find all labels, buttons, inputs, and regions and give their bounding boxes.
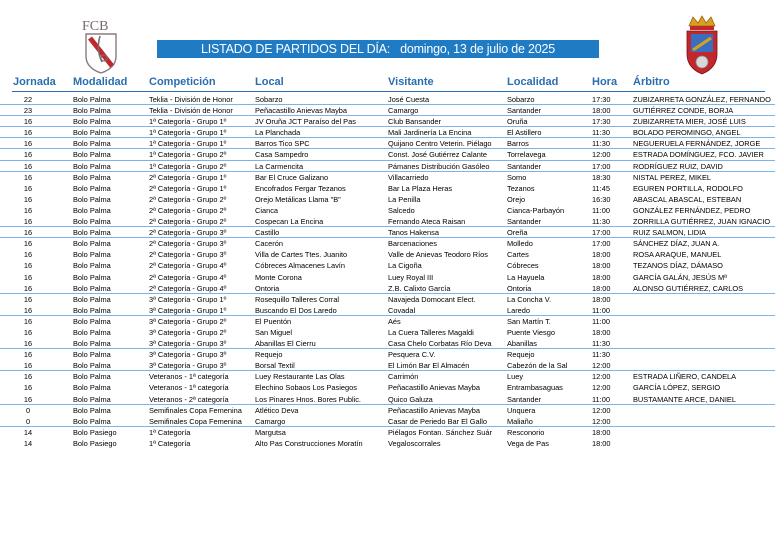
- cell-hora: 12:00: [592, 150, 611, 160]
- cell-visitante: Covadal: [388, 305, 416, 315]
- table-row: [0, 183, 775, 194]
- cell-localidad: Abanillas: [507, 339, 537, 349]
- cell-competicion: 1ª Categoría - Grupo 1º: [149, 139, 227, 149]
- cell-visitante: Casar de Periedo Bar El Gallo: [388, 416, 488, 426]
- cell-jornada: 16: [23, 239, 33, 249]
- cell-localidad: Somo: [507, 172, 527, 182]
- cell-visitante: Piélagos Fontan. Sánchez Suár: [388, 427, 492, 437]
- cell-local: Abanillas El Cierru: [255, 339, 316, 349]
- table-row: [0, 327, 775, 338]
- cell-hora: 18:00: [592, 427, 611, 437]
- cell-arbitro: SÁNCHEZ DÍAZ, JUAN A.: [633, 239, 720, 249]
- cell-arbitro: ZORRILLA GUTIÉRREZ, JUAN IGNACIO: [633, 217, 771, 227]
- cell-local: Cospecan La Encina: [255, 217, 324, 227]
- cell-hora: 11:00: [592, 205, 610, 215]
- table-row: [0, 338, 775, 349]
- cell-competicion: Semifinales Copa Femenina: [149, 405, 242, 415]
- header-local: Local: [255, 76, 284, 88]
- cell-localidad: Torrelavega: [507, 150, 546, 160]
- cell-modalidad: Bolo Pasiego: [73, 427, 117, 437]
- cell-localidad: La Concha V.: [507, 294, 552, 304]
- cell-competicion: 1ª Categoría - Grupo 1º: [149, 128, 227, 138]
- cell-competicion: Veteranos - 2ª categoría: [149, 394, 229, 404]
- cell-localidad: Santander: [507, 106, 542, 116]
- cell-arbitro: GONZÁLEZ FERNÁNDEZ, PEDRO: [633, 205, 751, 215]
- cell-jornada: 16: [23, 372, 33, 382]
- federation-logo: [78, 16, 124, 74]
- table-row: [0, 260, 775, 271]
- cell-hora: 11:00: [592, 394, 610, 404]
- cell-hora: 12:00: [592, 372, 611, 382]
- table-row: [0, 172, 775, 183]
- cell-modalidad: Bolo Palma: [73, 139, 111, 149]
- cell-local: Ontoria: [255, 283, 280, 293]
- cell-visitante: José Cuesta: [388, 95, 430, 104]
- cell-arbitro: ROSA ARAQUE, MANUEL: [633, 250, 722, 260]
- cell-hora: 11:00: [592, 316, 610, 326]
- table-row: [0, 194, 775, 205]
- cell-hora: 18:00: [592, 250, 611, 260]
- cell-modalidad: Bolo Palma: [73, 350, 111, 360]
- cell-localidad: La Hayuela: [507, 272, 545, 282]
- table-row: [0, 149, 775, 160]
- table-row: [0, 349, 775, 360]
- cell-jornada: 14: [23, 427, 33, 437]
- cell-local: Los Pinares Hnos. Bores Public.: [255, 394, 361, 404]
- cell-localidad: Santander: [507, 394, 542, 404]
- cell-visitante: La Penilla: [388, 194, 421, 204]
- cell-visitante: Aés: [388, 316, 401, 326]
- cell-competicion: 3ª Categoría - Grupo 3º: [149, 361, 227, 371]
- cell-local: Casa Sampedro: [255, 150, 309, 160]
- cell-local: Buscando El Dos Laredo: [255, 305, 337, 315]
- cell-modalidad: Bolo Palma: [73, 339, 111, 349]
- cell-jornada: 22: [23, 95, 33, 104]
- cell-local: Orejo Metálicas Llama "B": [255, 194, 341, 204]
- cell-arbitro: ESTRADA DOMÍNGUEZ, FCO. JAVIER: [633, 150, 764, 160]
- cell-hora: 17:30: [592, 117, 611, 127]
- cell-local: Requejo: [255, 350, 283, 360]
- cell-jornada: 16: [23, 183, 33, 193]
- cell-jornada: 16: [23, 194, 33, 204]
- cell-localidad: Molledo: [507, 239, 533, 249]
- cell-jornada: 16: [23, 294, 33, 304]
- cell-hora: 17:00: [592, 239, 611, 249]
- cell-competicion: Veteranos - 1ª categoría: [149, 383, 229, 393]
- cell-modalidad: Bolo Palma: [73, 283, 111, 293]
- cell-modalidad: Bolo Palma: [73, 217, 111, 227]
- title-date: domingo, 13 de julio de 2025: [400, 42, 556, 56]
- cell-arbitro: RODRÍGUEZ RUIZ, DAVID: [633, 161, 723, 171]
- cell-modalidad: Bolo Palma: [73, 383, 111, 393]
- cell-localidad: Cartes: [507, 250, 529, 260]
- cell-jornada: 16: [23, 394, 33, 404]
- cell-hora: 16:30: [592, 194, 611, 204]
- cell-visitante: El Limón Bar El Almacén: [388, 361, 470, 371]
- title-bar: [157, 40, 599, 58]
- cell-jornada: 0: [25, 416, 31, 426]
- cell-jornada: 16: [23, 383, 33, 393]
- cell-jornada: 16: [23, 217, 33, 227]
- cell-visitante: Club Bansander: [388, 117, 442, 127]
- cell-localidad: Santander: [507, 217, 542, 227]
- cell-competicion: 2ª Categoría - Grupo 3º: [149, 239, 227, 249]
- cell-localidad: Luey: [507, 372, 524, 382]
- cell-hora: 12:00: [592, 405, 611, 415]
- cell-visitante: Peñacastillo Anievas Mayba: [388, 405, 481, 415]
- cell-competicion: 3ª Categoría - Grupo 2º: [149, 327, 227, 337]
- table-row: [0, 360, 775, 371]
- cell-visitante: Luey Royal III: [388, 272, 434, 282]
- cell-visitante: Barcenaciones: [388, 239, 437, 249]
- cell-competicion: 2ª Categoría - Grupo 2º: [149, 217, 227, 227]
- cell-jornada: 16: [23, 250, 33, 260]
- cell-local: Cianca: [255, 205, 279, 215]
- cell-modalidad: Bolo Palma: [73, 250, 111, 260]
- cell-hora: 11:00: [592, 305, 610, 315]
- cell-jornada: 16: [23, 150, 33, 160]
- cell-competicion: 3ª Categoría - Grupo 3º: [149, 350, 227, 360]
- cell-visitante: Vegaloscorrales: [388, 438, 441, 448]
- cell-competicion: 2ª Categoría - Grupo 2º: [149, 194, 227, 204]
- cell-jornada: 16: [23, 205, 33, 215]
- cell-jornada: 23: [23, 106, 33, 116]
- cell-modalidad: Bolo Palma: [73, 361, 111, 371]
- cell-local: Cóbreces Almacenes Lavín: [255, 261, 345, 271]
- cell-hora: 11:30: [592, 339, 610, 349]
- cell-modalidad: Bolo Palma: [73, 183, 111, 193]
- cell-arbitro: GARCÍA GALÁN, JESÚS Mª: [633, 272, 727, 282]
- cell-visitante: Peñacastillo Anievas Mayba: [388, 383, 481, 393]
- cell-visitante: Quijano Centro Veterin. Piélago: [388, 139, 492, 149]
- cell-visitante: La Cigoña: [388, 261, 422, 271]
- cell-localidad: Maliaño: [507, 416, 533, 426]
- cell-local: Luey Restaurante Las Olas: [255, 372, 345, 382]
- cell-modalidad: Bolo Palma: [73, 228, 111, 238]
- cell-arbitro: ESTRADA LIÑERO, CANDELA: [633, 372, 737, 382]
- cell-hora: 18:30: [592, 172, 611, 182]
- cell-arbitro: RUIZ SALMON, LIDIA: [633, 228, 707, 238]
- cell-local: Camargo: [255, 416, 286, 426]
- table-row: [0, 216, 775, 227]
- cell-local: Sobarzo: [255, 95, 283, 104]
- cell-visitante: Pesquera C.V.: [388, 350, 436, 360]
- table-row: [0, 283, 775, 294]
- cell-jornada: 14: [23, 438, 33, 448]
- cell-hora: 12:00: [592, 416, 611, 426]
- cell-arbitro: BOLADO PEROMINGO, ANGEL: [633, 128, 741, 138]
- header-competicion: Competición: [149, 76, 216, 88]
- cell-modalidad: Bolo Palma: [73, 95, 111, 104]
- cell-local: El Puentón: [255, 316, 292, 326]
- cell-localidad: Tezanos: [507, 183, 535, 193]
- cell-local: Atlético Deva: [255, 405, 299, 415]
- cell-modalidad: Bolo Palma: [73, 272, 111, 282]
- cell-competicion: 1ª Categoría: [149, 438, 191, 448]
- matches-table: [0, 94, 775, 449]
- cell-hora: 12:00: [592, 361, 611, 371]
- cell-localidad: Cianca-Parbayón: [507, 205, 565, 215]
- header-jornada: Jornada: [13, 76, 56, 88]
- table-row: [0, 405, 775, 416]
- cell-visitante: Camargo: [388, 106, 419, 116]
- header-hora: Hora: [592, 76, 618, 88]
- table-row: [0, 394, 775, 405]
- cell-local: Cacerón: [255, 239, 283, 249]
- cell-jornada: 16: [23, 283, 33, 293]
- cell-modalidad: Bolo Palma: [73, 194, 111, 204]
- cell-competicion: 1ª Categoría - Grupo 1º: [149, 117, 227, 127]
- cell-modalidad: Bolo Palma: [73, 106, 111, 116]
- cell-competicion: 2ª Categoría - Grupo 2º: [149, 205, 227, 215]
- cell-jornada: 16: [23, 350, 33, 360]
- table-row: [0, 138, 775, 149]
- cell-competicion: 2ª Categoría - Grupo 4º: [149, 283, 227, 293]
- cell-jornada: 16: [23, 139, 33, 149]
- cell-hora: 11:45: [592, 183, 610, 193]
- cell-localidad: Vega de Pas: [507, 438, 549, 448]
- cell-modalidad: Bolo Palma: [73, 405, 111, 415]
- cell-visitante: Mali Jardinería La Encina: [388, 128, 472, 138]
- cell-competicion: 2ª Categoría - Grupo 4º: [149, 272, 227, 282]
- cell-localidad: Barros: [507, 139, 529, 149]
- table-row: [0, 249, 775, 260]
- cell-jornada: 16: [23, 228, 33, 238]
- table-row: [0, 382, 775, 393]
- cell-hora: 17:00: [592, 161, 611, 171]
- cell-localidad: Orejo: [507, 194, 526, 204]
- cell-local: Alto Pas Construcciones Moratín: [255, 438, 363, 448]
- cell-arbitro: NISTAL PEREZ, MIKEL: [633, 172, 712, 182]
- table-row: [0, 305, 775, 316]
- cell-modalidad: Bolo Palma: [73, 161, 111, 171]
- cell-modalidad: Bolo Palma: [73, 239, 111, 249]
- cell-local: Villa de Cartes Ttes. Juanito: [255, 250, 348, 260]
- table-row: [0, 127, 775, 138]
- cell-modalidad: Bolo Palma: [73, 394, 111, 404]
- cell-competicion: 2ª Categoría - Grupo 1º: [149, 183, 227, 193]
- cell-jornada: 16: [23, 305, 33, 315]
- cell-hora: 11:30: [592, 139, 610, 149]
- cell-local: Peñacastillo Anievas Mayba: [255, 106, 348, 116]
- cell-localidad: Santander: [507, 161, 542, 171]
- cell-competicion: 1ª Categoría: [149, 427, 191, 437]
- cell-competicion: 1ª Categoría - Grupo 2º: [149, 150, 227, 160]
- cell-hora: 18:00: [592, 106, 611, 116]
- cell-competicion: 3ª Categoría - Grupo 3º: [149, 339, 227, 349]
- cell-localidad: Ontoria: [507, 283, 532, 293]
- cell-modalidad: Bolo Palma: [73, 327, 111, 337]
- cell-competicion: 2ª Categoría - Grupo 3º: [149, 228, 227, 238]
- cell-arbitro: NEGUERUELA FERNÁNDEZ, JORGE: [633, 139, 761, 149]
- cell-visitante: Fernando Ateca Raisan: [388, 217, 466, 227]
- cell-visitante: La Cuera Talleres Magaldi: [388, 327, 474, 337]
- cell-localidad: El Astillero: [507, 128, 542, 138]
- cell-visitante: Pámanes Distribución Gasóleo: [388, 161, 490, 171]
- cell-localidad: Requejo: [507, 350, 535, 360]
- cell-arbitro: ZUBIZARRETA MIER, JOSÉ LUIS: [633, 117, 746, 127]
- cell-localidad: San Martín T.: [507, 316, 551, 326]
- cell-hora: 11:30: [592, 128, 610, 138]
- cell-hora: 17:30: [592, 95, 611, 104]
- header-visitante: Visitante: [388, 76, 434, 88]
- cell-localidad: Cóbreces: [507, 261, 539, 271]
- cell-visitante: Carrimón: [388, 372, 419, 382]
- table-row: [0, 416, 775, 427]
- cell-local: La Planchada: [255, 128, 301, 138]
- cell-modalidad: Bolo Palma: [73, 150, 111, 160]
- cell-competicion: 3ª Categoría - Grupo 1º: [149, 305, 227, 315]
- cell-visitante: Quico Galuza: [388, 394, 433, 404]
- cell-local: Castillo: [255, 228, 280, 238]
- cell-arbitro: TEZANOS DÍAZ, DÁMASO: [633, 261, 723, 271]
- cell-hora: 18:00: [592, 438, 611, 448]
- cell-jornada: 16: [23, 316, 33, 326]
- cell-modalidad: Bolo Palma: [73, 172, 111, 182]
- cell-local: Margutsa: [255, 427, 286, 437]
- cell-modalidad: Bolo Palma: [73, 128, 111, 138]
- cell-arbitro: ZUBIZARRETA GONZÁLEZ, FERNANDO: [633, 95, 771, 104]
- cell-local: San Miguel: [255, 327, 292, 337]
- cell-localidad: Sobarzo: [507, 95, 535, 104]
- cell-competicion: 2ª Categoría - Grupo 4º: [149, 261, 227, 271]
- cell-arbitro: ABASCAL ABASCAL, ESTEBAN: [633, 194, 742, 204]
- cell-local: Elechino Sobaos Los Pasiegos: [255, 383, 357, 393]
- table-row: [0, 427, 775, 438]
- cell-modalidad: Bolo Palma: [73, 416, 111, 426]
- cell-modalidad: Bolo Palma: [73, 117, 111, 127]
- cell-competicion: Veteranos - 1ª categoría: [149, 372, 229, 382]
- cell-local: Monte Corona: [255, 272, 302, 282]
- cell-jornada: 16: [23, 339, 33, 349]
- cell-hora: 17:00: [592, 228, 611, 238]
- cell-hora: 18:00: [592, 327, 611, 337]
- cell-localidad: Cabezón de la Sal: [507, 361, 568, 371]
- cell-localidad: Entrambasaguas: [507, 383, 563, 393]
- cell-hora: 12:00: [592, 383, 611, 393]
- title-prefix: LISTADO DE PARTIDOS DEL DÍA:: [200, 42, 391, 56]
- cell-local: Encofrados Fergar Tezanos: [255, 183, 346, 193]
- table-row: [0, 316, 775, 327]
- cell-competicion: 3ª Categoría - Grupo 1º: [149, 294, 227, 304]
- federation-logo-text: FCB: [82, 19, 109, 34]
- cell-hora: 11:30: [592, 350, 610, 360]
- table-row: [0, 105, 775, 116]
- cell-visitante: Z.B. Calixto García: [388, 283, 451, 293]
- cell-competicion: 2ª Categoría - Grupo 3º: [149, 250, 227, 260]
- cell-localidad: Oruña: [507, 117, 528, 127]
- cell-local: JV Oruña JCT Paraíso del Pas: [255, 117, 356, 127]
- cell-visitante: Tanos Hakensa: [388, 228, 439, 238]
- cell-local: Rosequillo Talleres Corral: [255, 294, 340, 304]
- cell-arbitro: BUSTAMANTE ARCE, DANIEL: [633, 394, 736, 404]
- cell-localidad: Unquera: [507, 405, 536, 415]
- cell-modalidad: Bolo Pasiego: [73, 438, 117, 448]
- header-divider: [12, 91, 765, 92]
- cell-hora: 18:00: [592, 261, 611, 271]
- cell-jornada: 16: [23, 327, 33, 337]
- header-modalidad: Modalidad: [73, 76, 128, 88]
- cell-visitante: Salcedo: [388, 205, 415, 215]
- cell-hora: 11:30: [592, 217, 610, 227]
- cantabria-coat-of-arms: [683, 14, 721, 76]
- cell-visitante: Casa Chelo Corbatas Río Deva: [388, 339, 492, 349]
- cell-arbitro: GARCÍA LÓPEZ, SERGIO: [633, 383, 721, 393]
- cell-hora: 18:00: [592, 283, 611, 293]
- cell-local: Barros Tico SPC: [255, 139, 310, 149]
- table-row: [0, 272, 775, 283]
- cell-competicion: Semifinales Copa Femenina: [149, 416, 242, 426]
- cell-localidad: Resconorio: [507, 427, 545, 437]
- cell-visitante: Navajeda Domocant Elect.: [388, 294, 476, 304]
- cell-local: La Carmencita: [255, 161, 304, 171]
- cell-visitante: Villacarriedo: [388, 172, 429, 182]
- cell-visitante: Valle de Anievas Teodoro Ríos: [388, 250, 488, 260]
- cell-arbitro: EGUREN PORTILLA, RODOLFO: [633, 183, 743, 193]
- table-row: [0, 294, 775, 305]
- cell-localidad: Puente Viesgo: [507, 327, 555, 337]
- table-row: [0, 238, 775, 249]
- cell-modalidad: Bolo Palma: [73, 372, 111, 382]
- cell-localidad: Oreña: [507, 228, 528, 238]
- table-row: [0, 116, 775, 127]
- cell-hora: 18:00: [592, 294, 611, 304]
- table-row: [0, 227, 775, 238]
- cell-arbitro: ALONSO GUTIÉRREZ, CARLOS: [633, 283, 744, 293]
- cell-jornada: 16: [23, 361, 33, 371]
- cell-jornada: 16: [23, 117, 33, 127]
- cell-jornada: 16: [23, 161, 33, 171]
- table-row: [0, 371, 775, 382]
- cell-competicion: 1ª Categoría - Grupo 2º: [149, 161, 227, 171]
- header-localidad: Localidad: [507, 76, 559, 88]
- cell-modalidad: Bolo Palma: [73, 316, 111, 326]
- cell-modalidad: Bolo Palma: [73, 261, 111, 271]
- cell-modalidad: Bolo Palma: [73, 205, 111, 215]
- header-arbitro: Árbitro: [633, 76, 670, 88]
- cell-localidad: Laredo: [507, 305, 531, 315]
- cell-hora: 18:00: [592, 272, 611, 282]
- cell-visitante: Const. José Gutiérrez Calante: [388, 150, 487, 160]
- cell-modalidad: Bolo Palma: [73, 305, 111, 315]
- cell-jornada: 0: [25, 405, 31, 415]
- cell-local: Borsal Textil: [255, 361, 295, 371]
- cell-jornada: 16: [23, 172, 33, 182]
- cell-competicion: 3ª Categoría - Grupo 2º: [149, 316, 227, 326]
- cell-competicion: Teklia - División de Honor: [149, 95, 233, 104]
- cell-local: Bar El Cruce Galizano: [255, 172, 329, 182]
- table-row: [0, 438, 775, 449]
- cell-modalidad: Bolo Palma: [73, 294, 111, 304]
- cell-competicion: 2ª Categoría - Grupo 1º: [149, 172, 227, 182]
- cell-jornada: 16: [23, 272, 33, 282]
- cell-visitante: Bar La Plaza Heras: [388, 183, 453, 193]
- cell-competicion: Teklia - División de Honor: [149, 106, 233, 116]
- table-row: [0, 94, 775, 105]
- table-row: [0, 161, 775, 172]
- cell-jornada: 16: [23, 128, 33, 138]
- cell-arbitro: GUTIÉRREZ CONDE, BORJA: [633, 106, 734, 116]
- table-row: [0, 205, 775, 216]
- cell-jornada: 16: [23, 261, 33, 271]
